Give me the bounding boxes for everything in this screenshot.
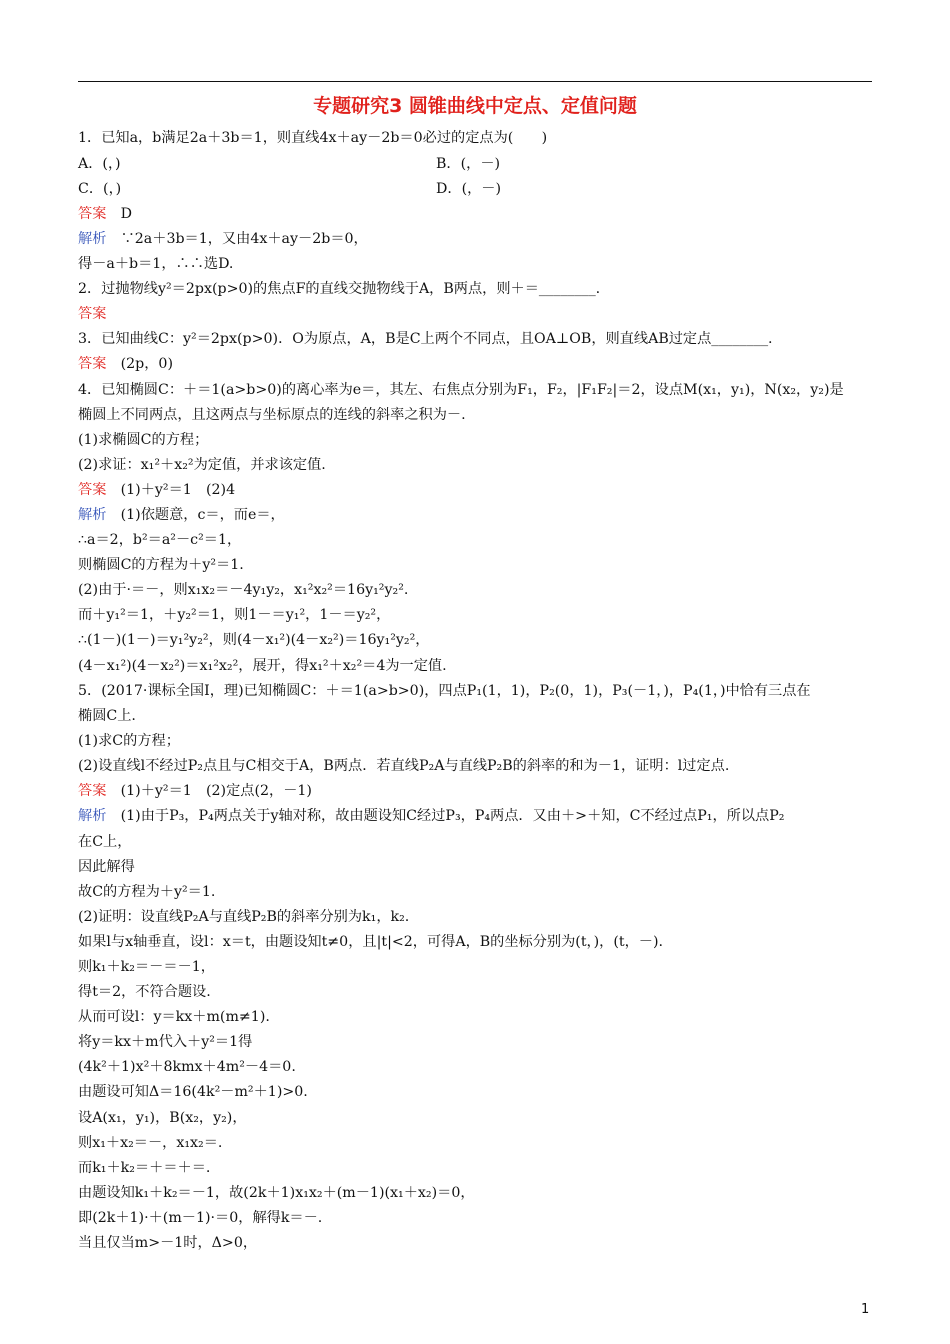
- q4-part-1: (1)求椭圆C的方程；: [78, 432, 209, 448]
- q5-analysis-line7: 则k₁＋k₂＝－＝－1，: [78, 959, 215, 975]
- q2-stem: 2．过抛物线y²＝2px(p>0)的焦点F的直线交抛物线于A，B两点，则＋＝________.: [78, 281, 601, 297]
- q1-option-b: B．(，－): [436, 156, 501, 172]
- q1-option-c: C．(，): [78, 181, 122, 197]
- q5-analysis-line10: 将y＝kx＋m代入＋y²＝1得: [78, 1034, 253, 1050]
- answer-label: 答案: [78, 306, 107, 322]
- answer-label: 答案: [78, 482, 107, 498]
- q4-analysis: [78, 505, 878, 525]
- q4-part-2: (2)求证：x₁²＋x₂²为定值，并求该定值.: [78, 457, 326, 473]
- q1-analysis: [78, 229, 878, 249]
- q1-option-d: D．(，－): [436, 181, 502, 197]
- q4-answer-value: (1)＋y²＝1 (2)4: [120, 482, 236, 498]
- q5-stem: 5．(2017·课标全国Ⅰ，理)已知椭圆C：＋＝1(a>b>0)，四点P₁(1，1)，P₂(0，1)，P₃(－1，)，P₄(1，)中恰有三点在: [78, 683, 811, 699]
- answer-label: 答案: [78, 783, 107, 799]
- q5-analysis-line12: 由题设可知Δ＝16(4k²－m²＋1)>0.: [78, 1084, 308, 1100]
- q5-part-2: (2)设直线l不经过P₂点且与C相交于A，B两点．若直线P₂A与直线P₂B的斜率的和为－1，证明：l过定点.: [78, 758, 730, 774]
- q3-stem: 3．已知曲线C：y²＝2px(p>0)．O为原点，A，B是C上两个不同点，且OA⊥OB，则直线AB过定点________.: [78, 331, 773, 347]
- q1-option-a: A．(，): [78, 156, 121, 172]
- q4-analysis-text: (1)依题意，c＝，而e＝，: [120, 507, 285, 523]
- q5-part-1: (1)求C的方程；: [78, 733, 180, 749]
- analysis-label: 解析: [78, 808, 107, 824]
- q1-options-cd: [78, 179, 878, 199]
- q1-answer-value: D: [120, 206, 132, 222]
- q5-analysis-line11: (4k²＋1)x²＋8kmx＋4m²－4＝0.: [78, 1059, 296, 1075]
- q5-analysis: [78, 806, 878, 826]
- q1-options-ab: [78, 154, 878, 174]
- q5-analysis-line15: 而k₁＋k₂＝＋＝＋＝.: [78, 1160, 211, 1176]
- q1-answer: [78, 204, 878, 224]
- q5-stem-line2: 椭圆C上.: [78, 708, 136, 724]
- q4-analysis-line7: (4－x₁²)(4－x₂²)＝x₁²x₂²，展开，得x₁²＋x₂²＝4为一定值.: [78, 658, 447, 674]
- q4-analysis-line6: ∴(1－)(1－)＝y₁²y₂²，则(4－x₁²)(4－x₂²)＝16y₁²y₂²，: [78, 632, 430, 648]
- q1-analysis-text: ∵2a＋3b＝1，又由4x＋ay－2b＝0，: [120, 231, 368, 247]
- q5-answer: [78, 781, 878, 801]
- q5-analysis-line5: (2)证明：设直线P₂A与直线P₂B的斜率分别为k₁，k₂.: [78, 909, 410, 925]
- q4-analysis-line3: 则椭圆C的方程为＋y²＝1.: [78, 557, 244, 573]
- q5-analysis-line17: 即(2k＋1)·＋(m－1)·＝0，解得k＝－.: [78, 1210, 323, 1226]
- answer-label: 答案: [78, 356, 107, 372]
- analysis-label: 解析: [78, 231, 107, 247]
- q4-analysis-line2: ∴a＝2，b²＝a²－c²＝1，: [78, 532, 242, 548]
- q5-analysis-text: (1)由于P₃，P₄两点关于y轴对称，故由题设知C经过P₃，P₄两点．又由＋>＋知，C不经过点P₁，所以点P₂: [120, 808, 785, 824]
- header-rule: [78, 81, 872, 82]
- q5-analysis-line2: 在C上，: [78, 834, 132, 850]
- q4-analysis-line4: (2)由于·＝－，则x₁x₂＝－4y₁y₂，x₁²x₂²＝16y₁²y₂².: [78, 582, 409, 598]
- q4-stem: 4．已知椭圆C：＋＝1(a>b>0)的离心率为e＝，其左、右焦点分别为F₁，F₂，|F₁F₂|＝2，设点M(x₁，y₁)，N(x₂，y₂)是: [78, 382, 844, 398]
- page-title: 专题研究3 圆锥曲线中定点、定值问题: [313, 95, 637, 117]
- q2-answer: [78, 304, 878, 324]
- analysis-label: 解析: [78, 507, 107, 523]
- q5-analysis-line6: 如果l与x轴垂直，设l：x＝t，由题设知t≠0，且|t|<2，可得A，B的坐标分别为(t，)，(t，－).: [78, 934, 664, 950]
- q5-analysis-line16: 由题设知k₁＋k₂＝－1，故(2k＋1)x₁x₂＋(m－1)(x₁＋x₂)＝0，: [78, 1185, 475, 1201]
- answer-label: 答案: [78, 206, 107, 222]
- q1-analysis-line2: 得－a＋b＝1，∴∴选D.: [78, 256, 234, 272]
- page-number: 1: [861, 1302, 870, 1317]
- q5-analysis-line14: 则x₁＋x₂＝－，x₁x₂＝.: [78, 1135, 223, 1151]
- q5-analysis-line8: 得t＝2，不符合题设.: [78, 984, 211, 1000]
- q3-answer: [78, 354, 878, 374]
- q3-answer-value: (2p，0): [120, 356, 173, 372]
- q4-analysis-line5: 而＋y₁²＝1，＋y₂²＝1，则1－＝y₁²，1－＝y₂²，: [78, 607, 391, 623]
- q5-analysis-line9: 从而可设l：y＝kx＋m(m≠1).: [78, 1009, 270, 1025]
- q4-stem-line2: 椭圆上不同两点，且这两点与坐标原点的连线的斜率之积为－.: [78, 407, 466, 423]
- q5-analysis-line4: 故C的方程为＋y²＝1.: [78, 884, 216, 900]
- q5-analysis-line18: 当且仅当m>－1时，Δ>0，: [78, 1235, 258, 1251]
- q5-answer-value: (1)＋y²＝1 (2)定点(2，－1): [120, 783, 312, 799]
- q4-answer: [78, 480, 878, 500]
- q5-analysis-line13: 设A(x₁，y₁)，B(x₂，y₂)，: [78, 1110, 247, 1126]
- q1-stem: 1．已知a，b满足2a＋3b＝1，则直线4x＋ay－2b＝0必过的定点为( ): [78, 130, 548, 146]
- q5-analysis-line3: 因此解得: [78, 859, 135, 875]
